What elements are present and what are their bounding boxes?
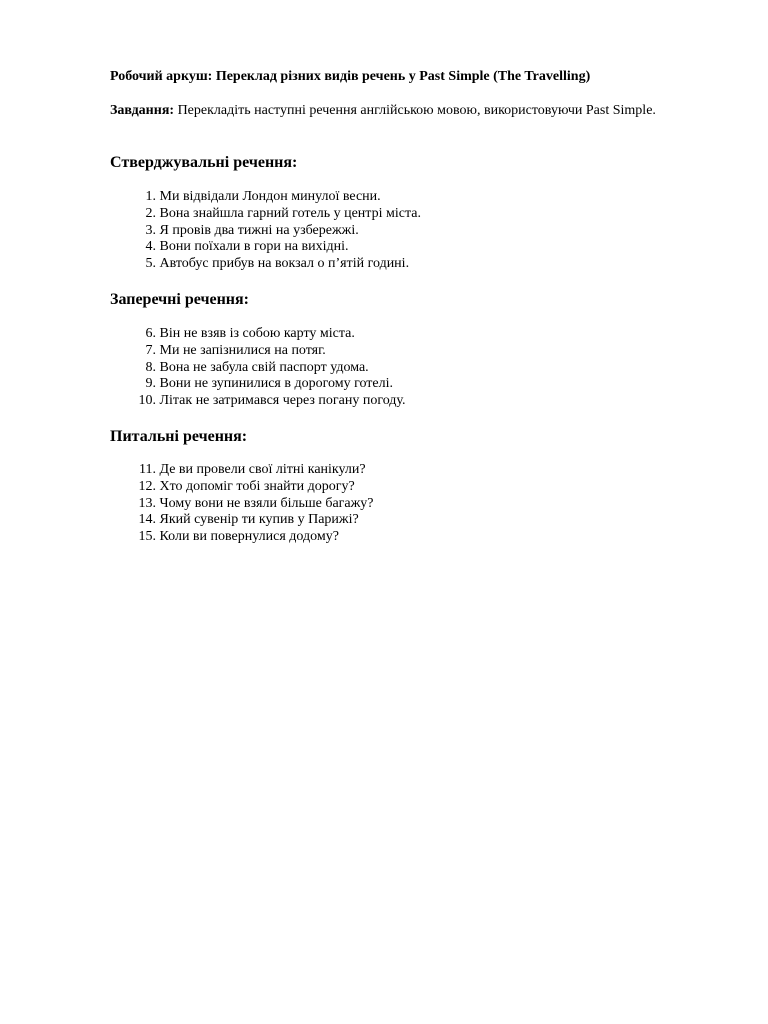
affirmative-sentences-list xyxy=(110,189,680,273)
list-item xyxy=(110,360,680,377)
item-number: 3. xyxy=(145,222,156,238)
item-number: 13. xyxy=(138,495,156,511)
list-item xyxy=(110,496,680,513)
item-text: Ми відвідали Лондон минулої весни. xyxy=(159,189,381,204)
list-item xyxy=(110,529,680,546)
list-item xyxy=(110,393,680,410)
task-text: Перекладіть наступні речення англійською мовою, використовуючи Past Simple. xyxy=(177,103,656,118)
item-number: 6. xyxy=(145,326,156,341)
list-item xyxy=(110,223,680,240)
item-text: Чому вони не взяли більше багажу? xyxy=(159,495,374,511)
item-text: Я провів два тижні на узбережжі. xyxy=(159,222,359,238)
section-heading-interrogative: Питальні речення: xyxy=(110,428,248,445)
item-text: Він не взяв із собою карту міста. xyxy=(159,326,355,341)
item-number: 14. xyxy=(138,512,156,528)
interrogative-sentences-list xyxy=(110,462,680,546)
list-item xyxy=(110,479,680,496)
item-number: 2. xyxy=(145,205,156,221)
item-number: 7. xyxy=(145,342,156,358)
item-text: Коли ви повернулися додому? xyxy=(159,529,339,545)
item-text: Вона не забула свій паспорт удома. xyxy=(159,359,369,375)
list-item xyxy=(110,343,680,360)
task-label: Завдання: xyxy=(110,103,175,118)
item-number: 1. xyxy=(145,189,156,204)
list-item xyxy=(110,256,680,273)
list-item xyxy=(110,189,680,206)
section-heading-negative: Заперечні речення: xyxy=(110,291,249,308)
worksheet-title: Робочий аркуш: Переклад різних видів речень у Past Simple (The Travelling) xyxy=(110,69,591,84)
item-text: Хто допоміг тобі знайти дорогу? xyxy=(159,478,355,494)
item-number: 5. xyxy=(145,256,156,272)
item-number: 9. xyxy=(145,376,156,392)
item-text: Літак не затримався через погану погоду. xyxy=(159,393,406,409)
item-text: Вони поїхали в гори на вихідні. xyxy=(159,239,349,255)
list-item xyxy=(110,462,680,479)
negative-sentences-list xyxy=(110,326,680,410)
item-number: 15. xyxy=(138,529,156,545)
item-number: 4. xyxy=(145,239,156,255)
item-text: Вони не зупинилися в дорогому готелі. xyxy=(159,376,394,392)
item-number: 8. xyxy=(145,359,156,375)
item-number: 12. xyxy=(138,478,156,494)
item-text: Автобус прибув на вокзал о п’ятій годині. xyxy=(159,256,410,272)
list-item xyxy=(110,239,680,256)
list-item xyxy=(110,326,680,343)
list-item xyxy=(110,206,680,223)
item-text: Вона знайшла гарний готель у центрі міста. xyxy=(159,205,421,221)
section-heading-affirmative: Стверджувальні речення: xyxy=(110,154,298,171)
item-text: Який сувенір ти купив у Парижі? xyxy=(159,512,359,528)
item-text: Де ви провели свої літні канікули? xyxy=(159,462,366,477)
item-number: 10. xyxy=(138,393,156,409)
item-number: 11. xyxy=(139,462,156,477)
list-item xyxy=(110,376,680,393)
list-item xyxy=(110,512,680,529)
task-instructions xyxy=(110,103,680,120)
item-text: Ми не запізнилися на потяг. xyxy=(159,342,326,358)
